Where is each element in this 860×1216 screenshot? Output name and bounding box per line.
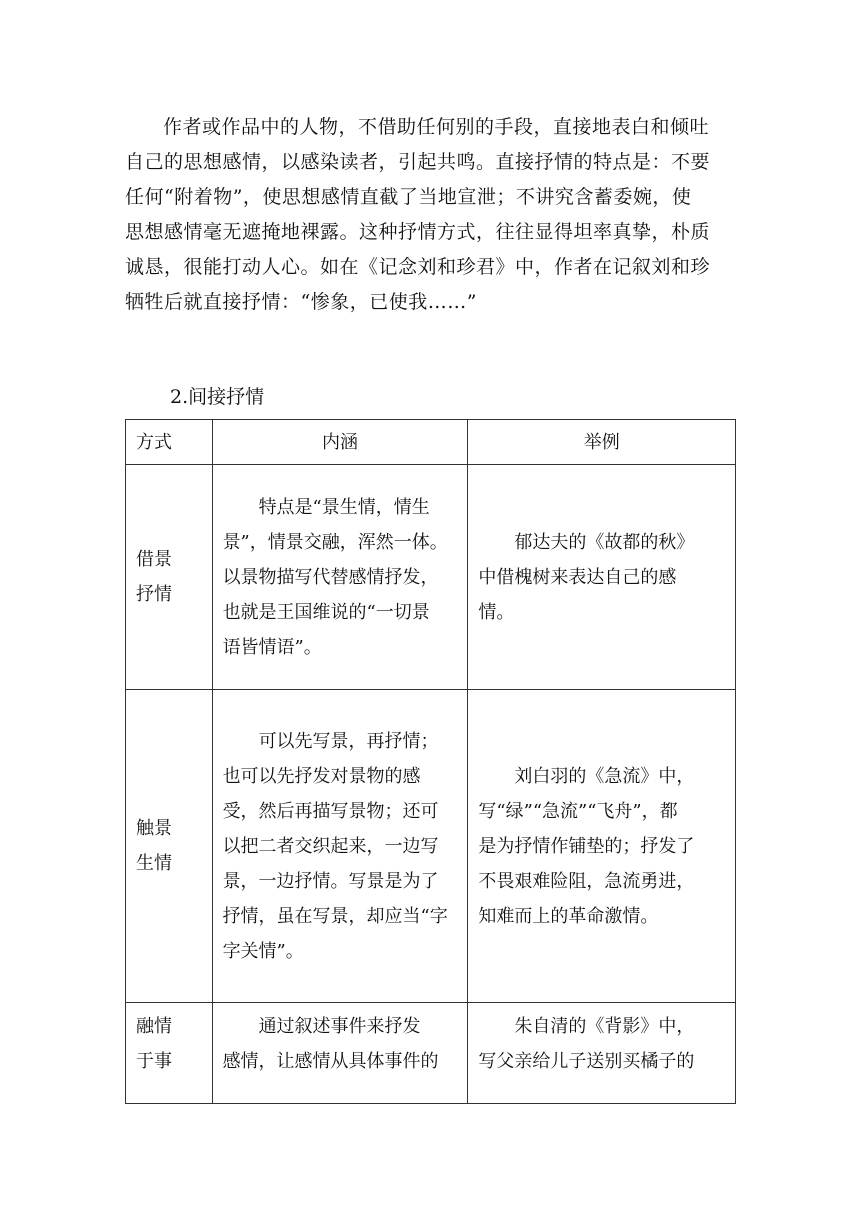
paragraph-line: 任何“附着物”，使思想感情直截了当地宣泄；不讲究含蓄委婉，使 [125, 186, 692, 208]
example-text: 写父亲给儿子送别买橘子的 [478, 1051, 695, 1072]
meaning-text: 抒情，虽在写景，却应当“字 [222, 905, 448, 927]
intro-paragraph [125, 110, 733, 320]
paragraph-line: 诚恳，很能打动人心。如在《记念刘和珍君》中，作者在记叙刘和珍 [125, 256, 711, 278]
paragraph-line: 自己的思想感情，以感染读者，引起共鸣。直接抒情的特点是：不要 [125, 151, 711, 173]
meaning-text: 特点是“景生情，情生 [258, 496, 430, 518]
example-text: 朱自清的《背影》中， [514, 1016, 695, 1037]
meaning-text: 以景物描写代替感情抒发， [222, 566, 439, 588]
paragraph-line: 牺牲后就直接抒情：“惨象，已使我……” [125, 291, 477, 313]
table-row [126, 1003, 736, 1104]
lyric-methods-table [125, 419, 736, 1104]
paragraph-line: 作者或作品中的人物，不借助任何别的手段，直接地表白和倾吐 [163, 116, 710, 138]
meaning-text: 景”，情景交融，浑然一体。 [222, 531, 448, 553]
method-cell [126, 690, 213, 1003]
meaning-text: 感情，让感情从具体事件的 [222, 1051, 439, 1072]
header-method: 方式 [126, 420, 213, 465]
meaning-text: 以把二者交织起来，一边写 [222, 835, 439, 857]
meaning-text: 也可以先抒发对景物的感 [222, 765, 421, 787]
meaning-cell [212, 1003, 468, 1104]
method-text: 生情 [136, 853, 172, 874]
meaning-cell [212, 690, 468, 1003]
example-text: 中借槐树来表达自己的感 [478, 566, 677, 588]
example-text: 刘白羽的《急流》中， [514, 765, 695, 787]
example-cell [468, 465, 736, 690]
example-text: 知难而上的革命激情。 [478, 905, 659, 927]
example-text: 写“绿”“急流”“飞舟”，都 [478, 800, 678, 822]
method-text: 触景 [136, 818, 172, 839]
method-text: 融情 [136, 1016, 172, 1037]
table-header-row [126, 420, 736, 465]
method-text: 抒情 [136, 584, 172, 605]
method-cell [126, 1003, 213, 1104]
header-meaning: 内涵 [212, 420, 468, 465]
example-text: 是为抒情作铺垫的；抒发了 [478, 835, 695, 857]
table-row [126, 465, 736, 690]
meaning-text: 受，然后再描写景物；还可 [222, 800, 439, 822]
meaning-text: 也就是王国维说的“一切景 [222, 601, 430, 623]
meaning-text: 可以先写景，再抒情； [258, 730, 439, 752]
table-row [126, 690, 736, 1003]
example-text: 郁达夫的《故都的秋》 [514, 531, 695, 553]
meaning-text: 景，一边抒情。写景是为了 [222, 870, 439, 892]
header-example: 举例 [468, 420, 736, 465]
meaning-text: 字关情”。 [222, 940, 304, 962]
meaning-text: 语皆情语”。 [222, 636, 322, 658]
method-cell [126, 465, 213, 690]
section-heading: 2.间接抒情 [170, 386, 265, 408]
paragraph-line: 思想感情毫无遮掩地裸露。这种抒情方式，往往显得坦率真挚，朴质 [125, 221, 711, 243]
meaning-cell [212, 465, 468, 690]
meaning-text: 通过叙述事件来抒发 [258, 1016, 421, 1037]
example-text: 情。 [478, 601, 515, 623]
method-text: 借景 [136, 549, 172, 570]
example-cell [468, 1003, 736, 1104]
example-cell [468, 690, 736, 1003]
method-text: 于事 [136, 1051, 172, 1072]
example-text: 不畏艰难险阻，急流勇进， [478, 870, 695, 892]
